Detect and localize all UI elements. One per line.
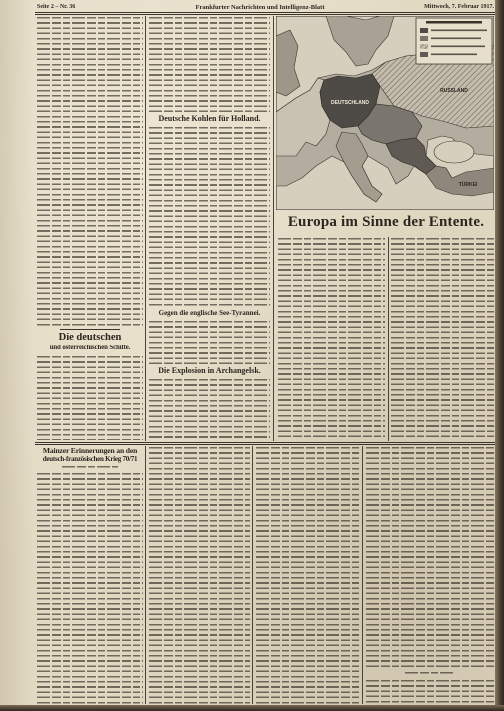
body-text-block bbox=[256, 447, 360, 704]
body-text-block bbox=[37, 356, 143, 440]
legend-entry-text bbox=[431, 54, 477, 56]
headline-mainz-sub: deutsch-französischen Krieg 70/71 bbox=[42, 456, 138, 463]
column-rule bbox=[273, 16, 274, 441]
body-text-block bbox=[37, 473, 143, 704]
body-text-block bbox=[391, 238, 494, 440]
body-text-block bbox=[366, 447, 494, 669]
body-text-block bbox=[149, 127, 270, 307]
page-number: Seite 2 – Nr. 36 bbox=[37, 4, 76, 10]
page-edge-bottom bbox=[0, 705, 504, 711]
legend-entry-text bbox=[431, 30, 487, 32]
page-margin bbox=[0, 0, 33, 705]
article-separator bbox=[60, 329, 120, 330]
headline-ships-sub: und österreichischen Schiffe. bbox=[49, 345, 131, 351]
legend-entry-text bbox=[431, 38, 481, 40]
column-rule bbox=[252, 446, 253, 704]
issue-date: Mittwoch, 7. Februar 1917. bbox=[424, 4, 494, 10]
map-label-germany: DEUTSCHLAND bbox=[330, 100, 370, 106]
body-text-block bbox=[366, 680, 494, 704]
column-rule bbox=[145, 446, 146, 704]
body-text-block bbox=[278, 238, 385, 440]
column-rule bbox=[362, 446, 363, 704]
legend-swatch bbox=[420, 52, 428, 57]
body-text-block bbox=[149, 447, 250, 704]
byline bbox=[62, 466, 118, 470]
body-text-block bbox=[149, 321, 270, 364]
column-rule bbox=[388, 237, 389, 441]
legend-swatch bbox=[420, 28, 428, 33]
legend-swatch bbox=[420, 44, 428, 49]
body-text-block bbox=[149, 17, 270, 112]
headline-mainz: Mainzer Erinnerungen an den bbox=[42, 447, 138, 455]
map-black-sea bbox=[434, 141, 474, 163]
headline-explosion: Die Explosion in Archangelsk. bbox=[158, 367, 261, 375]
headline-sea-tyranny: Gegen die englische See-Tyrannei. bbox=[158, 310, 261, 317]
headline-ships: Die deutschen bbox=[58, 333, 122, 343]
section-rule bbox=[35, 442, 495, 445]
headline-coal: Deutsche Kohlen für Holland. bbox=[158, 115, 261, 123]
europe-map bbox=[276, 16, 494, 210]
map-label-russia: RUSSLAND bbox=[440, 88, 468, 94]
body-text-block bbox=[149, 379, 270, 440]
headline-europe: Europa im Sinne der Entente. bbox=[287, 214, 485, 230]
legend-title-text bbox=[426, 21, 482, 24]
page-edge-right bbox=[495, 0, 504, 711]
map-label-turkey: TÜRKEI bbox=[458, 182, 478, 188]
legend-entry-text bbox=[431, 46, 485, 48]
section-heading-text bbox=[405, 672, 455, 677]
body-text-block bbox=[37, 17, 143, 327]
masthead: Frankfurter Nachrichten und Intelligenz-Blatt bbox=[195, 4, 325, 11]
header-rule bbox=[35, 12, 495, 15]
legend-swatch bbox=[420, 36, 428, 41]
column-rule bbox=[145, 16, 146, 441]
